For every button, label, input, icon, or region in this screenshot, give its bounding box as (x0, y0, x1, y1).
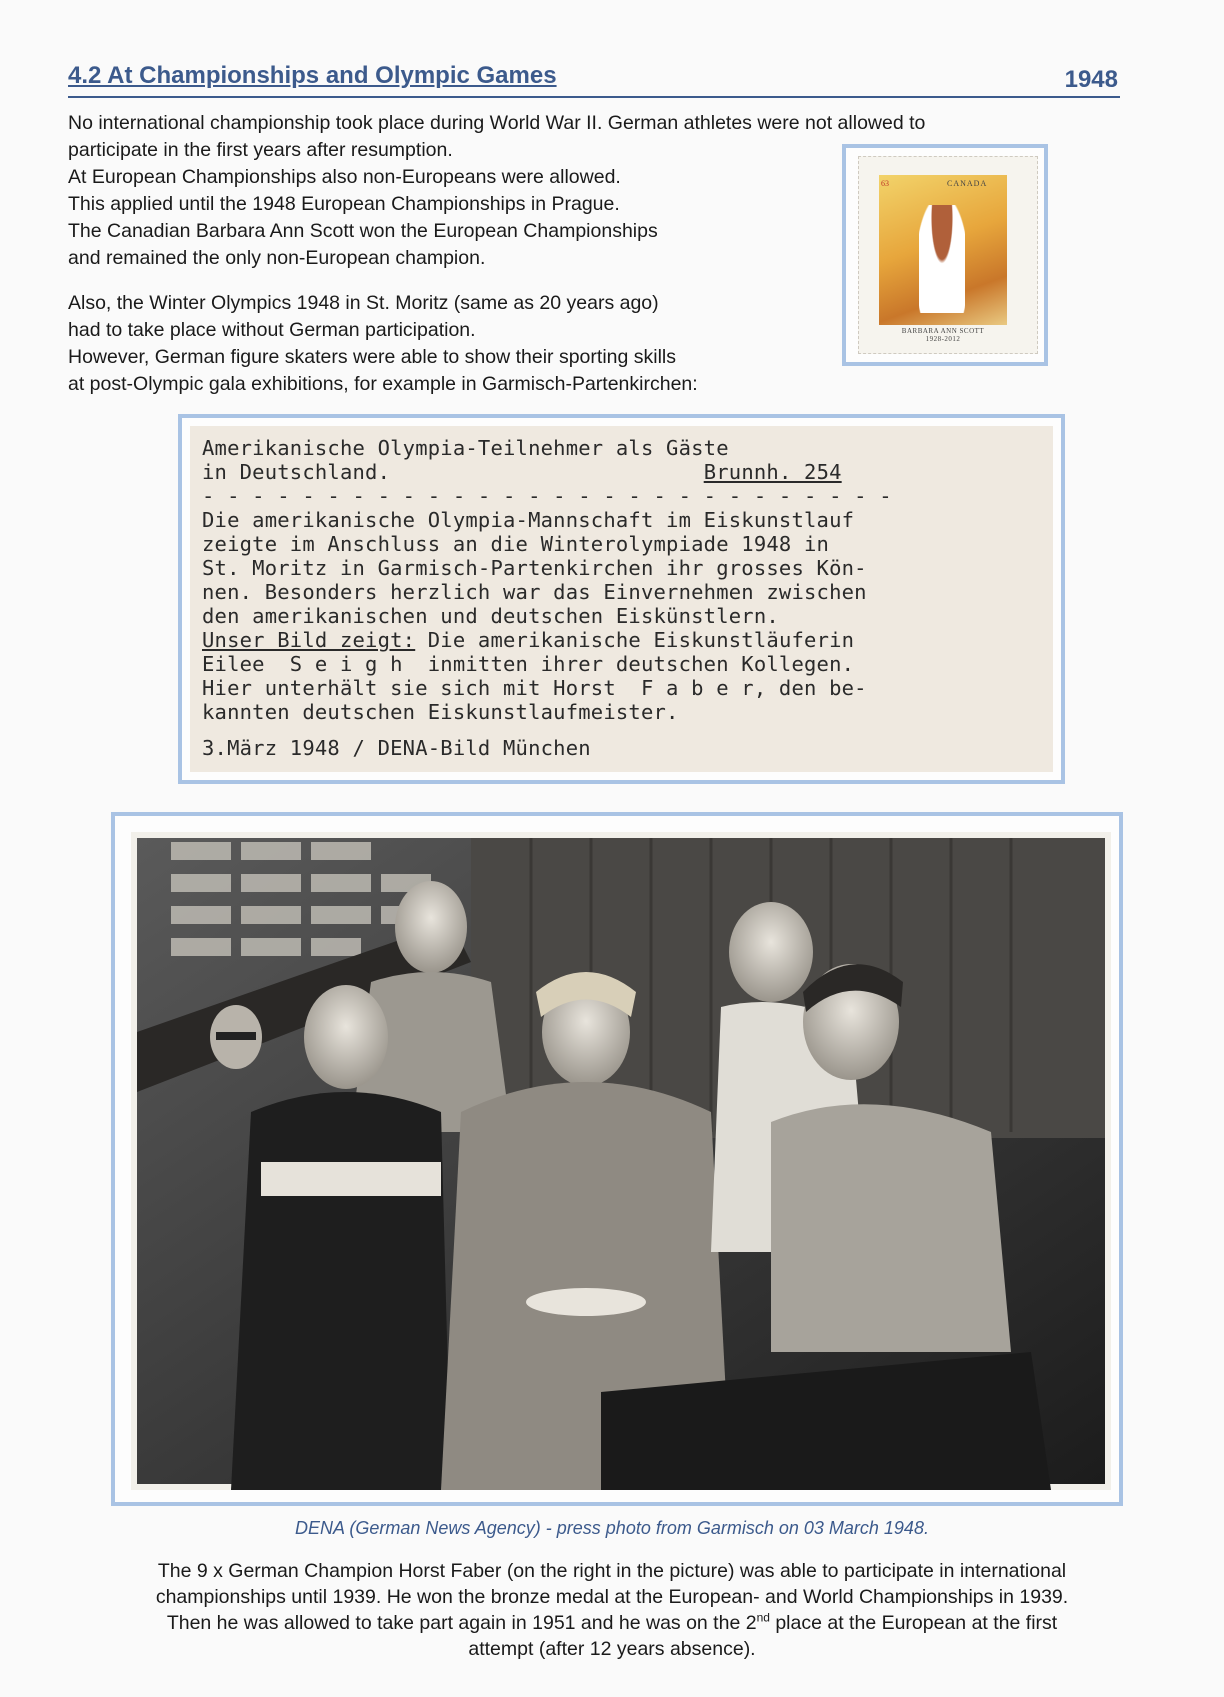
intro-paragraph (68, 110, 925, 272)
intro-line: and remained the only non-European champion. (68, 247, 486, 269)
intro-line: No international championship took place during World War II. German athletes were not allowed to (68, 112, 926, 134)
stamp-name: BARBARA ANN SCOTT (901, 327, 985, 335)
stamp-country: CANADA (947, 179, 988, 188)
clipping-rule: - - - - - - - - - - - - - - - - - - - - - - - - - - - - (202, 484, 892, 508)
newspaper-clipping (190, 426, 1053, 772)
clipping-heading: Amerikanische Olympia-Teilnehmer als Gäste (202, 436, 729, 460)
stamp-caption (879, 327, 1007, 343)
olympics-line: had to take place without German participation. (68, 319, 476, 341)
stamp-mount (842, 144, 1048, 366)
clipping-bild-rest: Die amerikanische Eiskunstläuferin (415, 628, 855, 652)
newspaper-clipping-mount (178, 414, 1065, 784)
press-photo (131, 832, 1111, 1490)
intro-line: At European Championships also non-Europeans were allowed. (68, 166, 621, 188)
clipping-body-line: den amerikanischen und deutschen Eiskünstlern. (202, 604, 779, 628)
page-year: 1948 (1064, 66, 1118, 93)
closing-paragraph (60, 1558, 1164, 1662)
closing-line: The 9 x German Champion Horst Faber (on the right in the picture) was able to participate in international (157, 1560, 1067, 1582)
clipping-heading-line2 (202, 460, 1043, 484)
olympics-line: However, German figure skaters were able to show their sporting skills (68, 346, 677, 368)
photo-caption: DENA (German News Agency) - press photo from Garmisch on 03 March 1948. (295, 1518, 929, 1538)
closing-line-3 (60, 1610, 1164, 1636)
press-photo-image (131, 832, 1111, 1490)
intro-line: participate in the first years after resumption. (68, 139, 453, 161)
intro-line: This applied until the 1948 European Championships in Prague. (68, 193, 620, 215)
olympics-line: Also, the Winter Olympics 1948 in St. Moritz (same as 20 years ago) (68, 292, 659, 314)
stamp-years: 1928-2012 (925, 335, 961, 343)
intro-line: The Canadian Barbara Ann Scott won the European Championships (68, 220, 658, 242)
clipping-body-line: nen. Besonders herzlich war das Einvernehmen zwischen (202, 580, 867, 604)
clipping-body-line: kannten deutschen Eiskunstlaufmeister. (202, 700, 679, 724)
olympics-line: at post-Olympic gala exhibitions, for example in Garmisch-Partenkirchen: (68, 373, 698, 395)
clipping-body-line: zeigte im Anschluss an die Winterolympiade 1948 in (202, 532, 830, 556)
closing-line: championships until 1939. He won the bronze medal at the European- and World Championships in 1939. (155, 1586, 1069, 1608)
closing-line3-sup: nd (756, 1610, 770, 1625)
press-photo-mount (111, 812, 1123, 1506)
page-title: 4.2 At Championships and Olympic Games (68, 62, 557, 89)
skater-figure (919, 205, 965, 313)
clipping-bild-line (202, 628, 1043, 652)
clipping-body-line: Die amerikanische Olympia-Mannschaft im Eiskunstlauf (202, 508, 855, 532)
clipping-body-line: Eilee S e i g h inmitten ihrer deutschen Kollegen. (202, 652, 855, 676)
olympics-paragraph (68, 290, 698, 398)
closing-line: attempt (after 12 years absence). (468, 1638, 756, 1660)
clipping-body-line: St. Moritz in Garmisch-Partenkirchen ihr grosses Kön- (202, 556, 867, 580)
clipping-body-line: Hier unterhält sie sich mit Horst F a b e r, den be- (202, 676, 867, 700)
clipping-footer: 3.März 1948 / DENA-Bild München (202, 736, 591, 760)
clipping-heading-2: in Deutschland. (202, 460, 391, 484)
clipping-ref: Brunnh. 254 (703, 460, 842, 484)
canada-stamp (858, 156, 1038, 354)
clipping-bild-label: Unser Bild zeigt: (202, 628, 416, 652)
stamp-artwork (879, 175, 1007, 325)
page-header (68, 60, 1120, 98)
closing-line3-b: place at the European at the first (769, 1612, 1058, 1634)
closing-line3-a: Then he was allowed to take part again in 1951 and he was on the 2 (166, 1612, 757, 1634)
stamp-value: 63 (881, 179, 889, 188)
